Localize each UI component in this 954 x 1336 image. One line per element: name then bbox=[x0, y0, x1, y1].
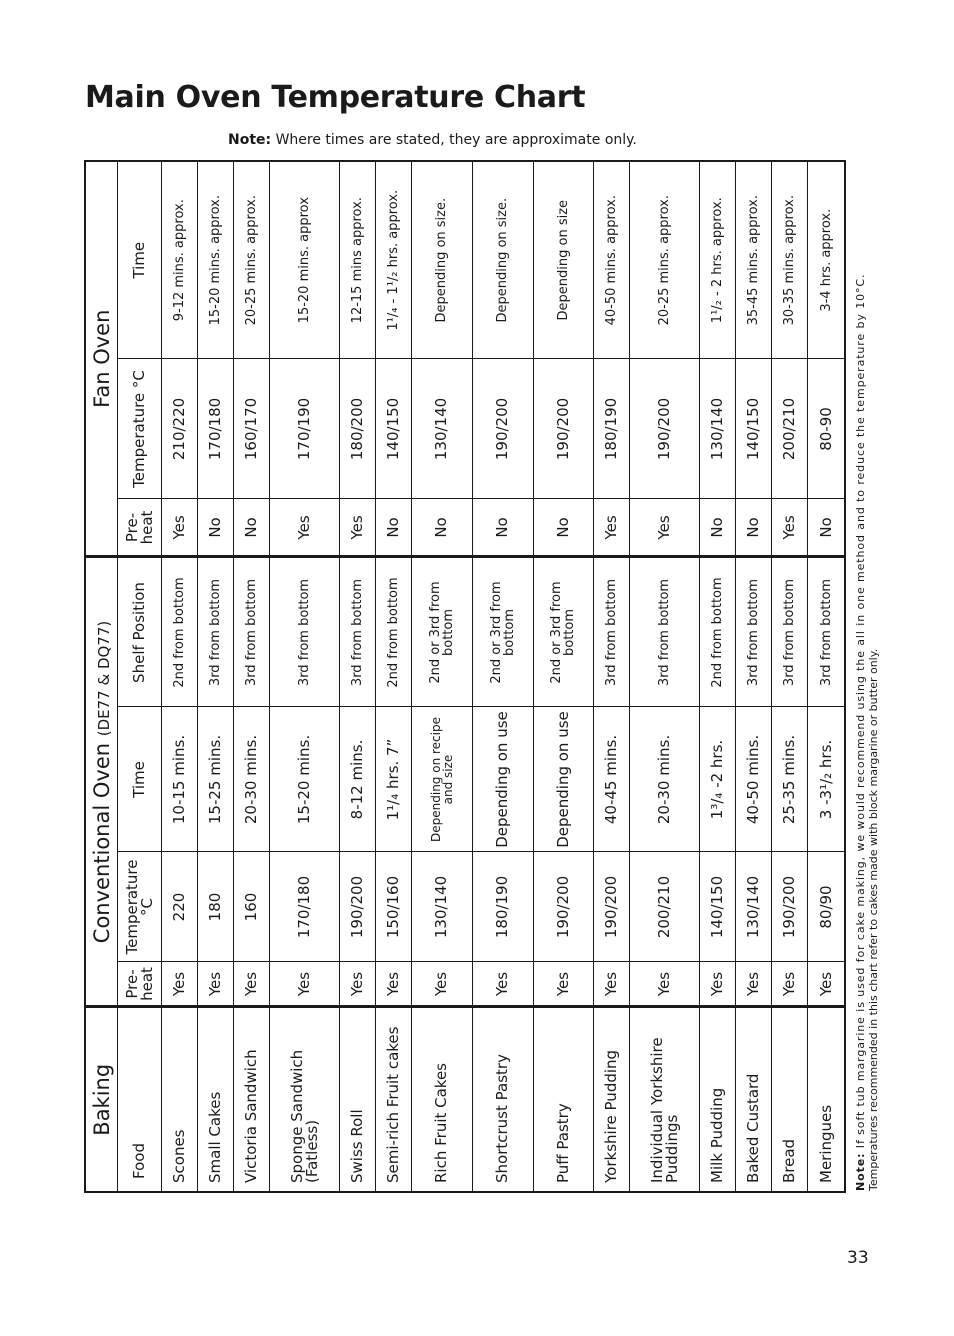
conv-time-cell: 20-30 mins. bbox=[234, 707, 270, 852]
conv-preheat-cell: Yes bbox=[808, 962, 845, 1007]
top-note bbox=[228, 132, 637, 148]
fan-time-cell: Depending on size bbox=[533, 161, 594, 359]
food-cell: Baked Custard bbox=[736, 1007, 772, 1192]
conv-temperature-cell: 180/190 bbox=[472, 852, 533, 962]
top-note-text: Where times are stated, they are approximate only. bbox=[275, 132, 637, 148]
fan-preheat-cell: No bbox=[736, 499, 772, 557]
fan-preheat-cell: No bbox=[808, 499, 845, 557]
fan-temperature-cell: 170/190 bbox=[270, 359, 340, 499]
fan-time-cell: 3-4 hrs. approx. bbox=[808, 161, 845, 359]
conv-preheat-cell: Yes bbox=[198, 962, 234, 1007]
fan-preheat-cell: Yes bbox=[630, 499, 700, 557]
conv-preheat-cell: Yes bbox=[162, 962, 198, 1007]
fan-time-cell: Depending on size. bbox=[472, 161, 533, 359]
footnote-label: Note: bbox=[854, 1152, 867, 1191]
food-cell: Puff Pastry bbox=[533, 1007, 594, 1192]
conv-preheat-cell: Yes bbox=[630, 962, 700, 1007]
food-cell: Rich Fruit Cakes bbox=[411, 1007, 472, 1192]
footnote-line-1: If soft tub margarine is used for cake making, we would recommend using the all in one method and to reduce the temperature by 10°C. bbox=[854, 273, 867, 1149]
shelf-position-cell: 2nd or 3rd from bottom bbox=[472, 557, 533, 707]
conv-time-cell: 8-12 mins. bbox=[339, 707, 375, 852]
fan-time-cell: Depending on size. bbox=[411, 161, 472, 359]
conv-time-cell: 10-15 mins. bbox=[162, 707, 198, 852]
conv-temperature-cell: 130/140 bbox=[736, 852, 772, 962]
conv-preheat-cell: Yes bbox=[700, 962, 736, 1007]
section-header-row bbox=[85, 161, 118, 1192]
shelf-position-cell: 3rd from bottom bbox=[808, 557, 845, 707]
fan-temperature-cell: 130/140 bbox=[700, 359, 736, 499]
shelf-position-cell: 3rd from bottom bbox=[270, 557, 340, 707]
conv-temperature-cell: 150/160 bbox=[375, 852, 411, 962]
conv-temperature-cell: 190/200 bbox=[339, 852, 375, 962]
conv-preheat-cell: Yes bbox=[375, 962, 411, 1007]
table-row bbox=[198, 161, 234, 1192]
conv-temperature-cell: 200/210 bbox=[630, 852, 700, 962]
table-body bbox=[162, 161, 846, 1192]
food-cell: Swiss Roll bbox=[339, 1007, 375, 1192]
footnote bbox=[854, 151, 894, 1191]
fan-preheat-cell: No bbox=[375, 499, 411, 557]
table-row bbox=[700, 161, 736, 1192]
fan-time-cell: 40-50 mins. approx. bbox=[594, 161, 630, 359]
fan-preheat-cell: No bbox=[411, 499, 472, 557]
food-cell: Yorkshire Pudding bbox=[594, 1007, 630, 1192]
shelf-position-cell: 3rd from bottom bbox=[234, 557, 270, 707]
table-row bbox=[339, 161, 375, 1192]
conv-time-cell: 40-50 mins. bbox=[736, 707, 772, 852]
fan-temperature-cell: 140/150 bbox=[736, 359, 772, 499]
fan-preheat-cell: Yes bbox=[339, 499, 375, 557]
header-food: Food bbox=[118, 1007, 162, 1192]
table-row bbox=[594, 161, 630, 1192]
conv-temperature-cell: 140/150 bbox=[700, 852, 736, 962]
conv-temperature-cell: 170/180 bbox=[270, 852, 340, 962]
conv-preheat-cell: Yes bbox=[234, 962, 270, 1007]
conv-time-cell: 40-45 mins. bbox=[594, 707, 630, 852]
shelf-position-cell: 3rd from bottom bbox=[772, 557, 808, 707]
conv-time-cell: 15-25 mins. bbox=[198, 707, 234, 852]
shelf-position-cell: 2nd or 3rd from bottom bbox=[533, 557, 594, 707]
conv-temperature-cell: 80/90 bbox=[808, 852, 845, 962]
oven-temperature-table bbox=[84, 160, 846, 1193]
shelf-position-cell: 2nd or 3rd from bottom bbox=[411, 557, 472, 707]
table-row bbox=[630, 161, 700, 1192]
fan-preheat-cell: No bbox=[472, 499, 533, 557]
food-cell: Sponge Sandwich (Fatless) bbox=[270, 1007, 340, 1192]
food-cell: Shortcrust Pastry bbox=[472, 1007, 533, 1192]
rotated-table-wrapper bbox=[84, 162, 846, 1193]
food-cell: Victoria Sandwich bbox=[234, 1007, 270, 1192]
table-row bbox=[533, 161, 594, 1192]
page-number: 33 bbox=[847, 1248, 869, 1268]
header-conv-time: Time bbox=[118, 707, 162, 852]
fan-preheat-cell: No bbox=[533, 499, 594, 557]
fan-temperature-cell: 160/170 bbox=[234, 359, 270, 499]
page-title: Main Oven Temperature Chart bbox=[85, 80, 586, 115]
header-shelf-position: Shelf Position bbox=[118, 557, 162, 707]
conventional-models: (DE77 & DQ77) bbox=[94, 620, 113, 737]
shelf-position-cell: 3rd from bottom bbox=[198, 557, 234, 707]
fan-preheat-cell: Yes bbox=[594, 499, 630, 557]
fan-temperature-cell: 200/210 bbox=[772, 359, 808, 499]
conv-temperature-cell: 130/140 bbox=[411, 852, 472, 962]
food-cell: Small Cakes bbox=[198, 1007, 234, 1192]
shelf-position-cell: 2nd from bottom bbox=[375, 557, 411, 707]
conv-time-cell: 20-30 mins. bbox=[630, 707, 700, 852]
table-row bbox=[234, 161, 270, 1192]
section-fan-oven: Fan Oven bbox=[85, 161, 118, 557]
conv-temperature-cell: 160 bbox=[234, 852, 270, 962]
conv-preheat-cell: Yes bbox=[411, 962, 472, 1007]
conv-temperature-cell: 180 bbox=[198, 852, 234, 962]
fan-time-cell: 15-20 mins. approx. bbox=[198, 161, 234, 359]
header-conv-preheat: Pre- heat bbox=[118, 962, 162, 1007]
fan-temperature-cell: 170/180 bbox=[198, 359, 234, 499]
header-fan-temperature: Temperature °C bbox=[118, 359, 162, 499]
table-row bbox=[162, 161, 198, 1192]
table-row bbox=[472, 161, 533, 1192]
fan-temperature-cell: 190/200 bbox=[533, 359, 594, 499]
fan-time-cell: 12-15 mins approx. bbox=[339, 161, 375, 359]
conv-time-cell: 25-35 mins. bbox=[772, 707, 808, 852]
conv-preheat-cell: Yes bbox=[772, 962, 808, 1007]
shelf-position-cell: 3rd from bottom bbox=[736, 557, 772, 707]
conv-preheat-cell: Yes bbox=[533, 962, 594, 1007]
fan-preheat-cell: Yes bbox=[772, 499, 808, 557]
fan-time-cell: 9-12 mins. approx. bbox=[162, 161, 198, 359]
header-fan-time: Time bbox=[118, 161, 162, 359]
conv-time-cell: 3 -3¹/₂ hrs. bbox=[808, 707, 845, 852]
conv-preheat-cell: Yes bbox=[594, 962, 630, 1007]
fan-time-cell: 30-35 mins. approx. bbox=[772, 161, 808, 359]
food-cell: Individual Yorkshire Puddings bbox=[630, 1007, 700, 1192]
fan-preheat-cell: Yes bbox=[270, 499, 340, 557]
top-note-label: Note: bbox=[228, 132, 272, 148]
shelf-position-cell: 2nd from bottom bbox=[700, 557, 736, 707]
fan-preheat-cell: No bbox=[198, 499, 234, 557]
column-header-row bbox=[118, 161, 162, 1192]
fan-temperature-cell: 190/200 bbox=[630, 359, 700, 499]
table-row bbox=[736, 161, 772, 1192]
fan-temperature-cell: 140/150 bbox=[375, 359, 411, 499]
fan-time-cell: 15-20 mins. approx bbox=[270, 161, 340, 359]
table-row bbox=[808, 161, 845, 1192]
conv-time-cell: 1¹/₄ hrs. 7” bbox=[375, 707, 411, 852]
conv-preheat-cell: Yes bbox=[472, 962, 533, 1007]
fan-temperature-cell: 130/140 bbox=[411, 359, 472, 499]
conv-time-cell: 15-20 mins. bbox=[270, 707, 340, 852]
shelf-position-cell: 3rd from bottom bbox=[339, 557, 375, 707]
footnote-line-2: Temperatures recommended in this chart refer to cakes made with block margarine or butter only. bbox=[867, 648, 880, 1191]
conv-preheat-cell: Yes bbox=[339, 962, 375, 1007]
fan-temperature-cell: 180/200 bbox=[339, 359, 375, 499]
header-conv-temperature: Temperature °C bbox=[118, 852, 162, 962]
section-conventional-oven: Conventional Oven (DE77 & DQ77) bbox=[85, 557, 118, 1007]
conv-preheat-cell: Yes bbox=[736, 962, 772, 1007]
conv-temperature-cell: 190/200 bbox=[533, 852, 594, 962]
fan-preheat-cell: No bbox=[700, 499, 736, 557]
conv-time-cell: 1³/₄ -2 hrs. bbox=[700, 707, 736, 852]
shelf-position-cell: 2nd from bottom bbox=[162, 557, 198, 707]
fan-time-cell: 1¹/₂ - 2 hrs. approx. bbox=[700, 161, 736, 359]
fan-time-cell: 35-45 mins. approx. bbox=[736, 161, 772, 359]
shelf-position-cell: 3rd from bottom bbox=[630, 557, 700, 707]
fan-temperature-cell: 210/220 bbox=[162, 359, 198, 499]
conv-preheat-cell: Yes bbox=[270, 962, 340, 1007]
food-cell: Milk Pudding bbox=[700, 1007, 736, 1192]
conv-temperature-cell: 190/200 bbox=[594, 852, 630, 962]
fan-time-cell: 1¹/₄ - 1¹/₂ hrs. approx. bbox=[375, 161, 411, 359]
food-cell: Semi-rich Fruit cakes bbox=[375, 1007, 411, 1192]
food-cell: Meringues bbox=[808, 1007, 845, 1192]
section-baking: Baking bbox=[85, 1007, 118, 1192]
table-row bbox=[772, 161, 808, 1192]
table-row bbox=[411, 161, 472, 1192]
fan-preheat-cell: No bbox=[234, 499, 270, 557]
food-cell: Scones bbox=[162, 1007, 198, 1192]
table-row bbox=[375, 161, 411, 1192]
table-row bbox=[270, 161, 340, 1192]
conv-time-cell: Depending on use bbox=[472, 707, 533, 852]
fan-time-cell: 20-25 mins. approx. bbox=[234, 161, 270, 359]
fan-temperature-cell: 80-90 bbox=[808, 359, 845, 499]
conv-time-cell: Depending on recipe and size bbox=[411, 707, 472, 852]
fan-preheat-cell: Yes bbox=[162, 499, 198, 557]
conv-temperature-cell: 220 bbox=[162, 852, 198, 962]
food-cell: Bread bbox=[772, 1007, 808, 1192]
fan-time-cell: 20-25 mins. approx. bbox=[630, 161, 700, 359]
conv-time-cell: Depending on use bbox=[533, 707, 594, 852]
shelf-position-cell: 3rd from bottom bbox=[594, 557, 630, 707]
header-fan-preheat: Pre- heat bbox=[118, 499, 162, 557]
fan-temperature-cell: 180/190 bbox=[594, 359, 630, 499]
conv-temperature-cell: 190/200 bbox=[772, 852, 808, 962]
fan-temperature-cell: 190/200 bbox=[472, 359, 533, 499]
